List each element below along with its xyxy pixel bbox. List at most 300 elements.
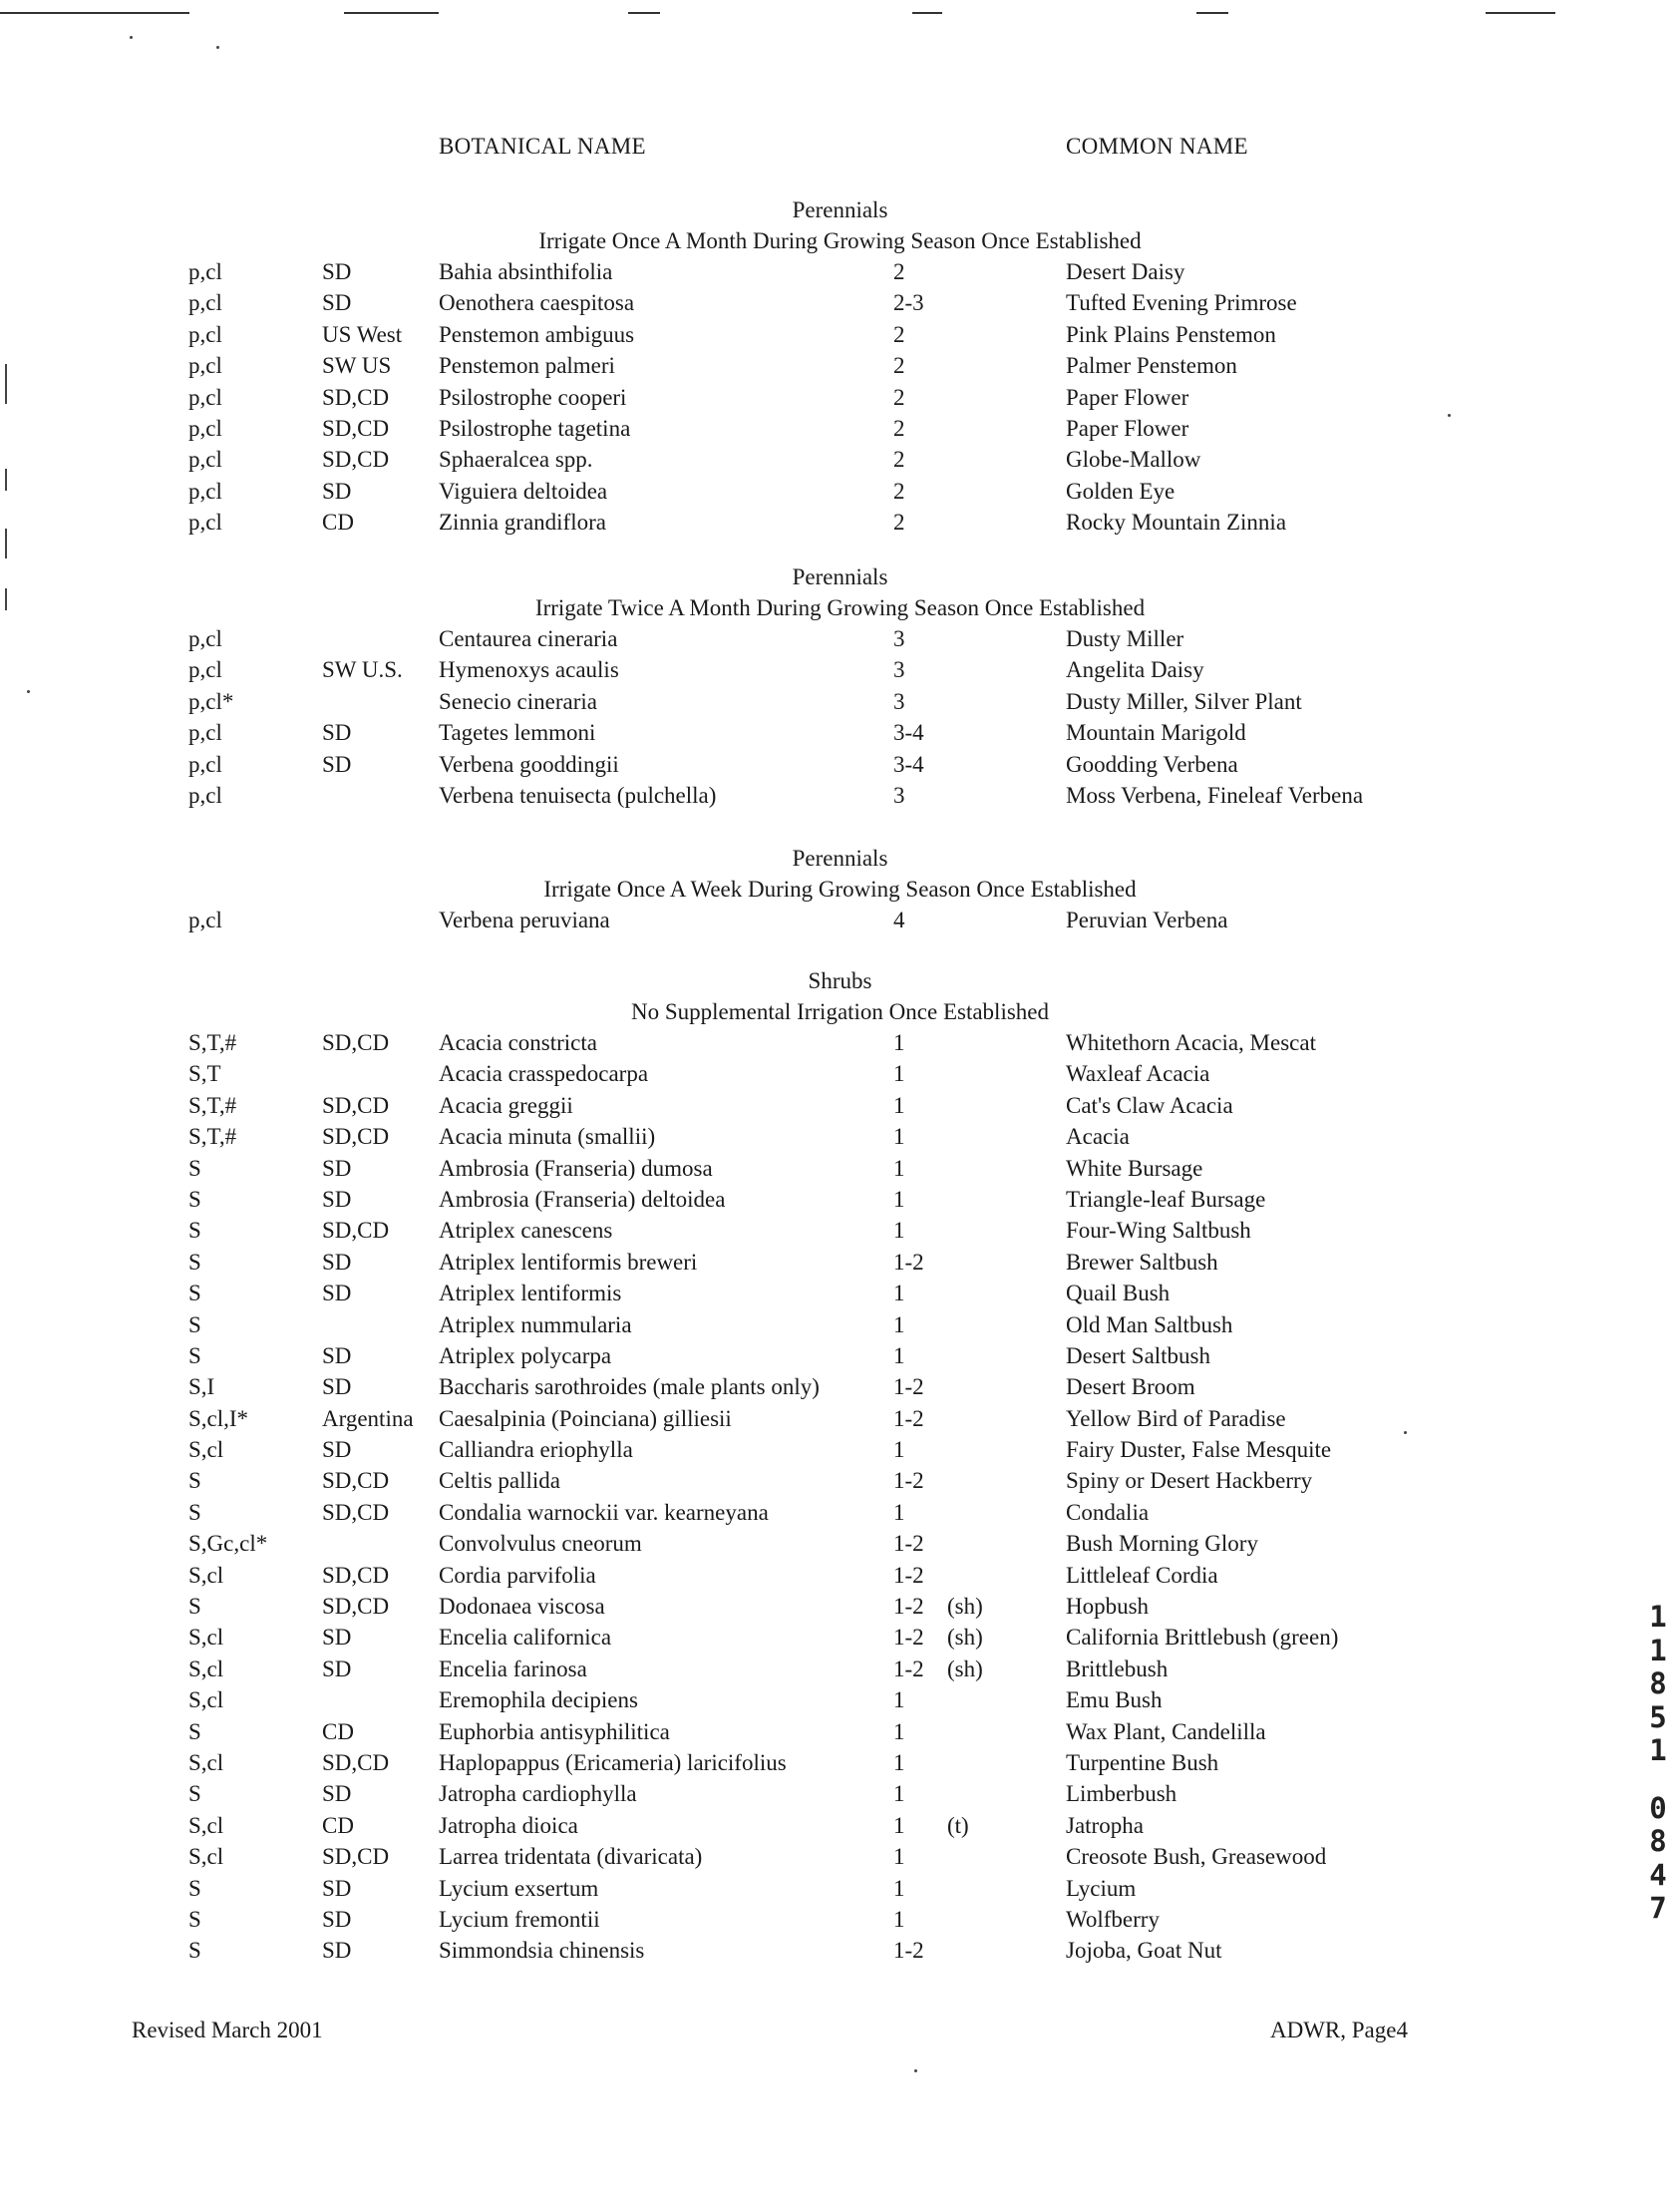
botanical-name: Eremophila decipiens [439,1687,638,1713]
common-name: Spiny or Desert Hackberry [1066,1468,1313,1494]
common-name: Waxleaf Acacia [1066,1061,1210,1087]
botanical-name: Jatropha cardiophylla [439,1781,637,1807]
plant-row [0,1434,1680,1465]
scan-line [912,12,942,14]
common-name: Cat's Claw Acacia [1066,1092,1233,1118]
document-number-digit: 1 [1649,1633,1667,1667]
native-region: CD [322,510,354,536]
plant-row [0,1873,1680,1904]
water-zone: 1 [893,1030,905,1055]
botanical-name: Haplopappus (Ericameria) laricifolius [439,1749,787,1775]
plant-row [0,1090,1680,1121]
plant-code: S,cl [188,1749,224,1775]
native-region: SD [322,1906,352,1932]
common-name: Triangle-leaf Bursage [1066,1186,1266,1212]
plant-code: p,cl [188,510,222,536]
plant-code: S [188,1311,201,1337]
water-zone: 1 [893,1749,905,1775]
plant-row [0,1465,1680,1496]
botanical-name: Acacia greggii [439,1092,573,1118]
water-zone: 2 [893,415,905,441]
botanical-name: Jatropha dioica [439,1812,578,1838]
plant-row [0,1309,1680,1340]
scan-line [1196,12,1228,14]
botanical-name-header: BOTANICAL NAME [439,134,646,159]
water-zone: 2 [893,321,905,347]
section-title: Perennials [792,197,888,222]
section-subtitle: Irrigate Once A Month During Growing Season Once Established [538,228,1142,253]
native-region: SW U.S. [322,657,403,683]
plant-code: p,cl [188,751,222,777]
document-number-digit: 0 [1649,1790,1667,1825]
water-zone: 1 [893,1155,905,1181]
water-zone: 3 [893,657,905,683]
native-region: SD [322,1281,352,1306]
water-zone: 1-2 [893,1249,924,1275]
botanical-name: Lycium fremontii [439,1906,600,1932]
plant-code: p,cl [188,290,222,316]
plant-note: (sh) [947,1656,983,1681]
scan-speck [216,46,219,49]
plant-section [0,843,1680,935]
water-zone: 1 [893,1218,905,1244]
native-region: SD [322,1938,352,1964]
native-region: SD,CD [322,415,390,441]
plant-row [0,1027,1680,1058]
plant-row [0,1684,1680,1715]
common-name: Hopbush [1066,1594,1150,1620]
plant-code: S,T,# [188,1092,237,1118]
botanical-name: Psilostrophe cooperi [439,384,627,410]
document-number-digit: 1 [1649,1600,1667,1634]
plant-note: (sh) [947,1594,983,1620]
common-name: Whitethorn Acacia, Mescat [1066,1030,1316,1055]
water-zone: 1 [893,1437,905,1463]
water-zone: 1-2 [893,1531,924,1557]
water-zone: 1-2 [893,1625,924,1651]
botanical-name: Centaurea cineraria [439,626,618,651]
botanical-name: Penstemon ambiguus [439,321,635,347]
botanical-name: Ambrosia (Franseria) deltoidea [439,1186,726,1212]
botanical-name: Acacia minuta (smallii) [439,1124,656,1150]
plant-code: S,Gc,cl* [188,1531,268,1557]
native-region: SD,CD [322,1749,390,1775]
plant-row [0,1247,1680,1278]
water-zone: 1 [893,1812,905,1838]
common-name: Old Man Saltbush [1066,1311,1233,1337]
common-name: Fairy Duster, False Mesquite [1066,1437,1332,1463]
scan-line [344,12,439,14]
water-zone: 3-4 [893,720,924,746]
plant-row [0,1371,1680,1402]
water-zone: 3 [893,782,905,808]
botanical-name: Bahia absinthifolia [439,259,613,284]
common-name-header: COMMON NAME [1066,134,1248,159]
plant-row [0,1654,1680,1684]
plant-code: S [188,1781,201,1807]
plant-row [0,905,1680,935]
native-region: US West [322,321,403,347]
botanical-name: Senecio cineraria [439,688,597,714]
plant-code: S [188,1594,201,1620]
common-name: Brewer Saltbush [1066,1249,1218,1275]
botanical-name: Encelia californica [439,1625,612,1651]
water-zone: 3 [893,688,905,714]
native-region: SD [322,1374,352,1400]
water-zone: 1 [893,1781,905,1807]
plant-row [0,319,1680,350]
plant-row [0,1153,1680,1184]
plant-code: S [188,1249,201,1275]
botanical-name: Penstemon palmeri [439,353,615,379]
plant-code: S,cl [188,1687,224,1713]
water-zone: 1 [893,1875,905,1901]
native-region: SD [322,259,352,284]
plant-row [0,350,1680,381]
common-name: Four-Wing Saltbush [1066,1218,1251,1244]
common-name: Jojoba, Goat Nut [1066,1938,1222,1964]
common-name: Bush Morning Glory [1066,1531,1258,1557]
water-zone: 1-2 [893,1656,924,1681]
plant-code: S,I [188,1374,215,1400]
plant-code: S,cl [188,1562,224,1588]
plant-code: S [188,1186,201,1212]
plant-code: S [188,1875,201,1901]
plant-row [0,476,1680,507]
water-zone: 1 [893,1844,905,1870]
water-zone: 2 [893,384,905,410]
native-region: SD [322,720,352,746]
common-name: Desert Daisy [1066,259,1185,284]
native-region: SD [322,751,352,777]
common-name: Quail Bush [1066,1281,1171,1306]
native-region: SD [322,1875,352,1901]
plant-code: S,cl [188,1656,224,1681]
plant-code: S,cl,I* [188,1405,249,1431]
common-name: Dusty Miller, Silver Plant [1066,688,1302,714]
native-region: SD [322,1437,352,1463]
native-region: SD,CD [322,447,390,473]
common-name: Jatropha [1066,1812,1144,1838]
plant-row [0,1058,1680,1089]
document-number-digit: 1 [1649,1733,1667,1767]
plant-code: S [188,1938,201,1964]
plant-section [0,965,1680,1967]
native-region: SD [322,1625,352,1651]
plant-code: S,T,# [188,1124,237,1150]
plant-row [0,623,1680,654]
plant-section [0,561,1680,811]
document-number [1643,1601,1673,1926]
plant-code: S [188,1155,201,1181]
scan-speck [914,2069,917,2072]
botanical-name: Euphorbia antisyphilitica [439,1718,670,1744]
native-region: SD [322,1656,352,1681]
plant-row [0,256,1680,287]
botanical-name: Calliandra eriophylla [439,1437,633,1463]
water-zone: 1-2 [893,1374,924,1400]
common-name: Acacia [1066,1124,1130,1150]
botanical-name: Atriplex lentiformis [439,1281,622,1306]
botanical-name: Acacia crasspedocarpa [439,1061,649,1087]
revision-note: Revised March 2001 [132,2018,323,2042]
water-zone: 1 [893,1906,905,1932]
botanical-name: Baccharis sarothroides (male plants only) [439,1374,820,1400]
water-zone: 4 [893,908,905,932]
water-zone: 1-2 [893,1405,924,1431]
plant-code: p,cl* [188,688,234,714]
plant-row [0,1841,1680,1872]
plant-code: p,cl [188,447,222,473]
native-region: SD [322,290,352,316]
water-zone: 2-3 [893,290,924,316]
common-name: Limberbush [1066,1781,1177,1807]
scan-line [1486,12,1555,14]
native-region: SD,CD [322,1468,390,1494]
plant-row [0,686,1680,717]
common-name: Mountain Marigold [1066,720,1246,746]
botanical-name: Psilostrophe tagetina [439,415,631,441]
native-region: SD,CD [322,1124,390,1150]
native-region: SD [322,1781,352,1807]
botanical-name: Sphaeralcea spp. [439,447,593,473]
section-title: Perennials [792,564,888,589]
plant-code: S,cl [188,1437,224,1463]
common-name: Turpentine Bush [1066,1749,1219,1775]
plant-row [0,1935,1680,1966]
common-name: Lycium [1066,1875,1137,1901]
common-name: Goodding Verbena [1066,751,1238,777]
botanical-name: Tagetes lemmoni [439,720,596,746]
water-zone: 1-2 [893,1594,924,1620]
plant-code: S [188,1281,201,1306]
common-name: Desert Broom [1066,1374,1195,1400]
botanical-name: Atriplex lentiformis breweri [439,1249,698,1275]
botanical-name: Atriplex canescens [439,1218,613,1244]
water-zone: 1 [893,1499,905,1525]
common-name: Moss Verbena, Fineleaf Verbena [1066,782,1364,808]
plant-row [0,382,1680,413]
water-zone: 2 [893,353,905,379]
plant-code: S [188,1468,201,1494]
plant-row [0,654,1680,685]
plant-row [0,1810,1680,1841]
botanical-name: Zinnia grandiflora [439,510,606,536]
plant-row [0,413,1680,444]
plant-row [0,749,1680,780]
botanical-name: Hymenoxys acaulis [439,657,619,683]
plant-row [0,1497,1680,1528]
native-region: SD [322,1249,352,1275]
water-zone: 1 [893,1342,905,1368]
water-zone: 3 [893,626,905,651]
plant-row [0,1121,1680,1152]
plant-row [0,1340,1680,1371]
water-zone: 2 [893,478,905,504]
plant-code: S [188,1906,201,1932]
botanical-name: Oenothera caespitosa [439,290,635,316]
plant-row [0,444,1680,475]
plant-code: S,T,# [188,1030,237,1055]
common-name: Tufted Evening Primrose [1066,290,1297,316]
plant-row [0,1778,1680,1809]
common-name: Yellow Bird of Paradise [1066,1405,1286,1431]
botanical-name: Atriplex nummularia [439,1311,632,1337]
document-number-digit: 8 [1649,1824,1667,1858]
plant-row [0,1560,1680,1591]
native-region: CD [322,1718,354,1744]
section-title: Perennials [792,846,888,871]
botanical-name: Caesalpinia (Poinciana) gilliesii [439,1405,732,1431]
plant-row [0,1747,1680,1778]
common-name: Condalia [1066,1499,1150,1525]
native-region: SD [322,1155,352,1181]
botanical-name: Verbena peruviana [439,908,610,932]
section-subtitle: Irrigate Once A Week During Growing Season Once Established [543,877,1137,902]
native-region: CD [322,1812,354,1838]
botanical-name: Ambrosia (Franseria) dumosa [439,1155,713,1181]
common-name: Emu Bush [1066,1687,1163,1713]
native-region: SD [322,478,352,504]
botanical-name: Simmondsia chinensis [439,1938,645,1964]
common-name: Littleleaf Cordia [1066,1562,1218,1588]
common-name: Brittlebush [1066,1656,1169,1681]
native-region: SD,CD [322,1499,390,1525]
plant-code: S,cl [188,1844,224,1870]
plant-section [0,194,1680,539]
native-region: SD,CD [322,1030,390,1055]
document-number-digit: 8 [1649,1666,1667,1700]
common-name: Globe-Mallow [1066,447,1201,473]
common-name: Paper Flower [1066,384,1189,410]
native-region: Argentina [322,1405,414,1431]
column-headers [0,134,1680,164]
plant-code: S [188,1218,201,1244]
native-region: SD,CD [322,1562,390,1588]
botanical-name: Larrea tridentata (divaricata) [439,1844,703,1870]
native-region: SD,CD [322,1218,390,1244]
plant-note: (t) [947,1812,969,1838]
plant-code: p,cl [188,259,222,284]
plant-code: S,cl [188,1625,224,1651]
plant-row [0,1904,1680,1935]
section-title: Shrubs [808,968,872,993]
plant-row [0,1215,1680,1246]
botanical-name: Viguiera deltoidea [439,478,608,504]
section-subtitle: Irrigate Twice A Month During Growing Season Once Established [534,595,1146,620]
common-name: Paper Flower [1066,415,1189,441]
plant-row [0,287,1680,318]
native-region: SD,CD [322,384,390,410]
common-name: Desert Saltbush [1066,1342,1211,1368]
page-label: ADWR, Page4 [1270,2018,1408,2042]
botanical-name: Verbena gooddingii [439,751,619,777]
water-zone: 3-4 [893,751,924,777]
water-zone: 1-2 [893,1468,924,1494]
water-zone: 1 [893,1061,905,1087]
plant-code: p,cl [188,321,222,347]
plant-note: (sh) [947,1625,983,1651]
botanical-name: Encelia farinosa [439,1656,587,1681]
document-number-digit: 7 [1649,1891,1667,1925]
water-zone: 1-2 [893,1562,924,1588]
botanical-name: Verbena tenuisecta (pulchella) [439,782,717,808]
plant-code: p,cl [188,478,222,504]
plant-code: S [188,1342,201,1368]
botanical-name: Convolvulus cneorum [439,1531,642,1557]
scan-line [0,12,189,14]
common-name: White Bursage [1066,1155,1203,1181]
water-zone: 2 [893,510,905,536]
plant-code: p,cl [188,657,222,683]
water-zone: 1 [893,1718,905,1744]
document-number-digit: 4 [1649,1857,1667,1892]
common-name: Dusty Miller [1066,626,1184,651]
plant-row [0,1716,1680,1747]
document-number-digit: 5 [1649,1699,1667,1734]
water-zone: 1 [893,1124,905,1150]
water-zone: 1 [893,1311,905,1337]
botanical-name: Celtis pallida [439,1468,561,1494]
common-name: Creosote Bush, Greasewood [1066,1844,1327,1870]
plant-code: p,cl [188,415,222,441]
plant-row [0,1403,1680,1434]
plant-code: S [188,1499,201,1525]
common-name: Wax Plant, Candelilla [1066,1718,1266,1744]
common-name: Angelita Daisy [1066,657,1204,683]
common-name: Golden Eye [1066,478,1176,504]
plant-row [0,1591,1680,1622]
common-name: Wolfberry [1066,1906,1160,1932]
plant-code: S,T [188,1061,221,1087]
water-zone: 1 [893,1186,905,1212]
native-region: SD,CD [322,1092,390,1118]
plant-code: p,cl [188,384,222,410]
plant-row [0,1184,1680,1215]
scan-speck [130,36,133,39]
botanical-name: Acacia constricta [439,1030,597,1055]
native-region: SD,CD [322,1594,390,1620]
water-zone: 2 [893,259,905,284]
water-zone: 2 [893,447,905,473]
botanical-name: Cordia parvifolia [439,1562,596,1588]
plant-row [0,507,1680,538]
section-subtitle: No Supplemental Irrigation Once Established [630,999,1049,1024]
plant-row [0,1528,1680,1559]
plant-row [0,1622,1680,1653]
plant-code: p,cl [188,782,222,808]
scan-line [628,12,660,14]
botanical-name: Lycium exsertum [439,1875,599,1901]
common-name: Palmer Penstemon [1066,353,1237,379]
water-zone: 1 [893,1687,905,1713]
common-name: Pink Plains Penstemon [1066,321,1276,347]
native-region: SD [322,1186,352,1212]
plant-code: S,cl [188,1812,224,1838]
plant-code: p,cl [188,908,222,932]
common-name: Peruvian Verbena [1066,908,1228,932]
native-region: SW US [322,353,392,379]
botanical-name: Condalia warnockii var. kearneyana [439,1499,769,1525]
plant-row [0,780,1680,811]
native-region: SD [322,1342,352,1368]
plant-code: S [188,1718,201,1744]
plant-row [0,717,1680,748]
common-name: California Brittlebush (green) [1066,1625,1339,1651]
water-zone: 1-2 [893,1938,924,1964]
water-zone: 1 [893,1092,905,1118]
common-name: Rocky Mountain Zinnia [1066,510,1287,536]
